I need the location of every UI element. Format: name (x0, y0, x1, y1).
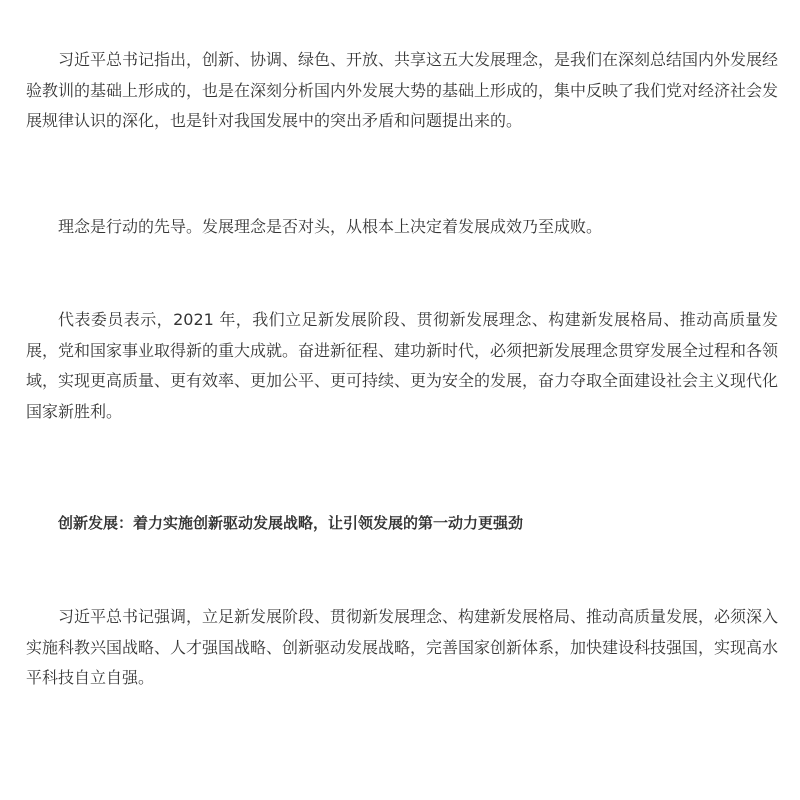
paragraph-2: 理念是行动的先导。发展理念是否对头，从根本上决定着发展成效乃至成败。 (58, 217, 603, 236)
paragraph-1: 习近平总书记指出，创新、协调、绿色、开放、共享这五大发展理念，是我们在深刻总结国内外发展经验教训的基础上形成的，也是在深刻分析国内外发展大势的基础上形成的，集中反映了我们党对经济社会发展规律认识的深化，也是针对我国发展中的突出矛盾和问题提出来的。 (26, 50, 779, 130)
paragraph-4: 习近平总书记强调，立足新发展阶段、贯彻新发展理念、构建新发展格局、推动高质量发展，必须深入实施科教兴国战略、人才强国战略、创新驱动发展战略，完善国家创新体系，加快建设科技强国，实现高水平科技自立自强。 (26, 607, 779, 687)
section-heading: 创新发展：着力实施创新驱动发展战略，让引领发展的第一动力更强劲 (58, 514, 524, 532)
paragraph-3: 代表委员表示，2021 年，我们立足新发展阶段、贯彻新发展理念、构建新发展格局、推动高质量发展，党和国家事业取得新的重大成就。奋进新征程、建功新时代，必须把新发展理念贯穿发展全过程和各领域，实现更高质量、更有效率、更加公平、更可持续、更为安全的发展，奋力夺取全面建设社会主义现代化国家新胜利。 (26, 310, 779, 421)
